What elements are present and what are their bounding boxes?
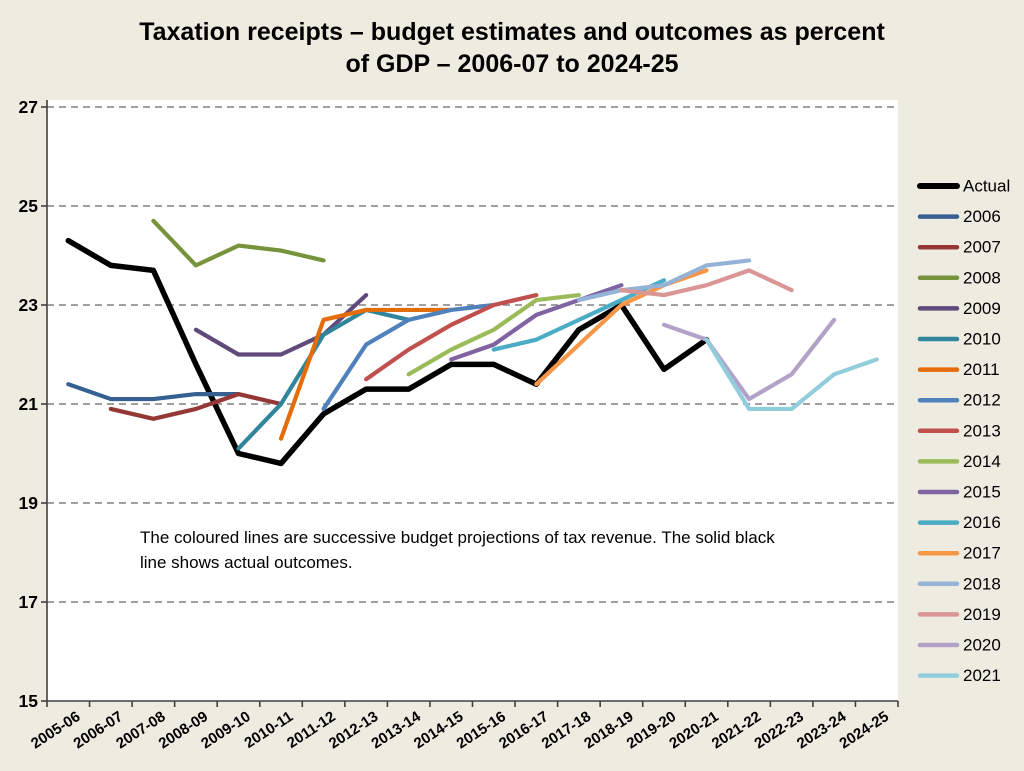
legend-item-2019 bbox=[920, 605, 1001, 624]
legend-label-2013: 2013 bbox=[963, 421, 1001, 441]
y-axis-label-25: 25 bbox=[18, 196, 38, 216]
x-axis-label-2008-09: 2008-09 bbox=[155, 708, 212, 753]
legend-label-2010: 2010 bbox=[963, 329, 1001, 349]
x-axis-label-2007-08: 2007-08 bbox=[113, 708, 169, 753]
x-axis-label-2005-06: 2005-06 bbox=[28, 708, 84, 753]
x-axis-label-2023-24: 2023-24 bbox=[793, 708, 850, 753]
legend-item-2021 bbox=[920, 666, 1001, 685]
legend-label-2009: 2009 bbox=[963, 298, 1001, 318]
y-axis-label-15: 15 bbox=[18, 691, 38, 711]
legend-item-2018 bbox=[920, 574, 1001, 593]
legend-label-2019: 2019 bbox=[963, 604, 1001, 624]
x-axis-label-2015-16: 2015-16 bbox=[453, 708, 509, 753]
x-axis-label-2020-21: 2020-21 bbox=[666, 708, 722, 753]
legend-label-2008: 2008 bbox=[963, 268, 1001, 288]
x-axis-label-2018-19: 2018-19 bbox=[581, 708, 637, 753]
y-axis-label-21: 21 bbox=[18, 394, 38, 414]
legend bbox=[920, 177, 1010, 686]
x-axis-label-2021-22: 2021-22 bbox=[708, 708, 765, 753]
legend-label-2020: 2020 bbox=[963, 635, 1001, 655]
legend-label-2006: 2006 bbox=[963, 207, 1001, 227]
legend-item-2011 bbox=[920, 360, 1000, 379]
legend-item-2007 bbox=[920, 238, 1001, 257]
x-axis-label-2012-13: 2012-13 bbox=[325, 708, 382, 753]
plot-area bbox=[47, 100, 898, 701]
legend-item-2017 bbox=[920, 544, 1001, 563]
legend-label-2015: 2015 bbox=[963, 482, 1001, 502]
legend-item-Actual bbox=[920, 177, 1010, 196]
legend-label-2016: 2016 bbox=[963, 513, 1001, 533]
legend-label-2014: 2014 bbox=[963, 451, 1001, 471]
x-axis-label-2010-11: 2010-11 bbox=[241, 708, 297, 752]
x-axis-label-2017-18: 2017-18 bbox=[538, 708, 595, 753]
x-axis-label-2016-17: 2016-17 bbox=[496, 708, 552, 753]
legend-item-2016 bbox=[920, 513, 1001, 532]
legend-label-2021: 2021 bbox=[963, 666, 1001, 686]
legend-item-2020 bbox=[920, 636, 1001, 655]
x-axis-label-2013-14: 2013-14 bbox=[368, 708, 424, 753]
x-axis-label-2022-23: 2022-23 bbox=[751, 708, 807, 753]
legend-item-2015 bbox=[920, 483, 1001, 502]
legend-item-2010 bbox=[920, 330, 1001, 349]
x-axis-label-2009-10: 2009-10 bbox=[198, 708, 254, 753]
annotation-line1: The coloured lines are successive budget projections of tax revenue. The solid black bbox=[140, 528, 775, 547]
x-axis-labels bbox=[28, 708, 892, 753]
y-axis-label-27: 27 bbox=[18, 97, 38, 117]
x-axis-label-2019-20: 2019-20 bbox=[623, 708, 680, 753]
x-axis-label-2024-25: 2024-25 bbox=[836, 708, 892, 753]
legend-label-2012: 2012 bbox=[963, 390, 1001, 410]
legend-item-2008 bbox=[920, 268, 1001, 287]
legend-label-2017: 2017 bbox=[963, 543, 1001, 563]
y-axis-label-23: 23 bbox=[18, 295, 38, 315]
annotation-line2: line shows actual outcomes. bbox=[140, 553, 353, 572]
legend-item-2014 bbox=[920, 452, 1001, 471]
legend-item-2013 bbox=[920, 421, 1001, 440]
legend-item-2006 bbox=[920, 207, 1001, 226]
legend-label-2011: 2011 bbox=[963, 360, 1000, 380]
y-axis-label-17: 17 bbox=[18, 592, 38, 612]
x-axis-label-2011-12: 2011-12 bbox=[284, 708, 339, 752]
x-axis-label-2006-07: 2006-07 bbox=[70, 708, 127, 753]
legend-label-2007: 2007 bbox=[963, 237, 1001, 257]
legend-item-2009 bbox=[920, 299, 1001, 318]
chart-title-line1: Taxation receipts – budget estimates and outcomes as percent bbox=[139, 18, 885, 46]
x-axis-label-2014-15: 2014-15 bbox=[410, 708, 467, 753]
legend-label-Actual: Actual bbox=[963, 176, 1011, 196]
y-axis-label-19: 19 bbox=[18, 493, 38, 513]
chart-title-line2: of GDP – 2006-07 to 2024-25 bbox=[345, 50, 679, 78]
legend-item-2012 bbox=[920, 391, 1001, 410]
legend-label-2018: 2018 bbox=[963, 574, 1001, 594]
y-axis-labels bbox=[19, 97, 39, 711]
